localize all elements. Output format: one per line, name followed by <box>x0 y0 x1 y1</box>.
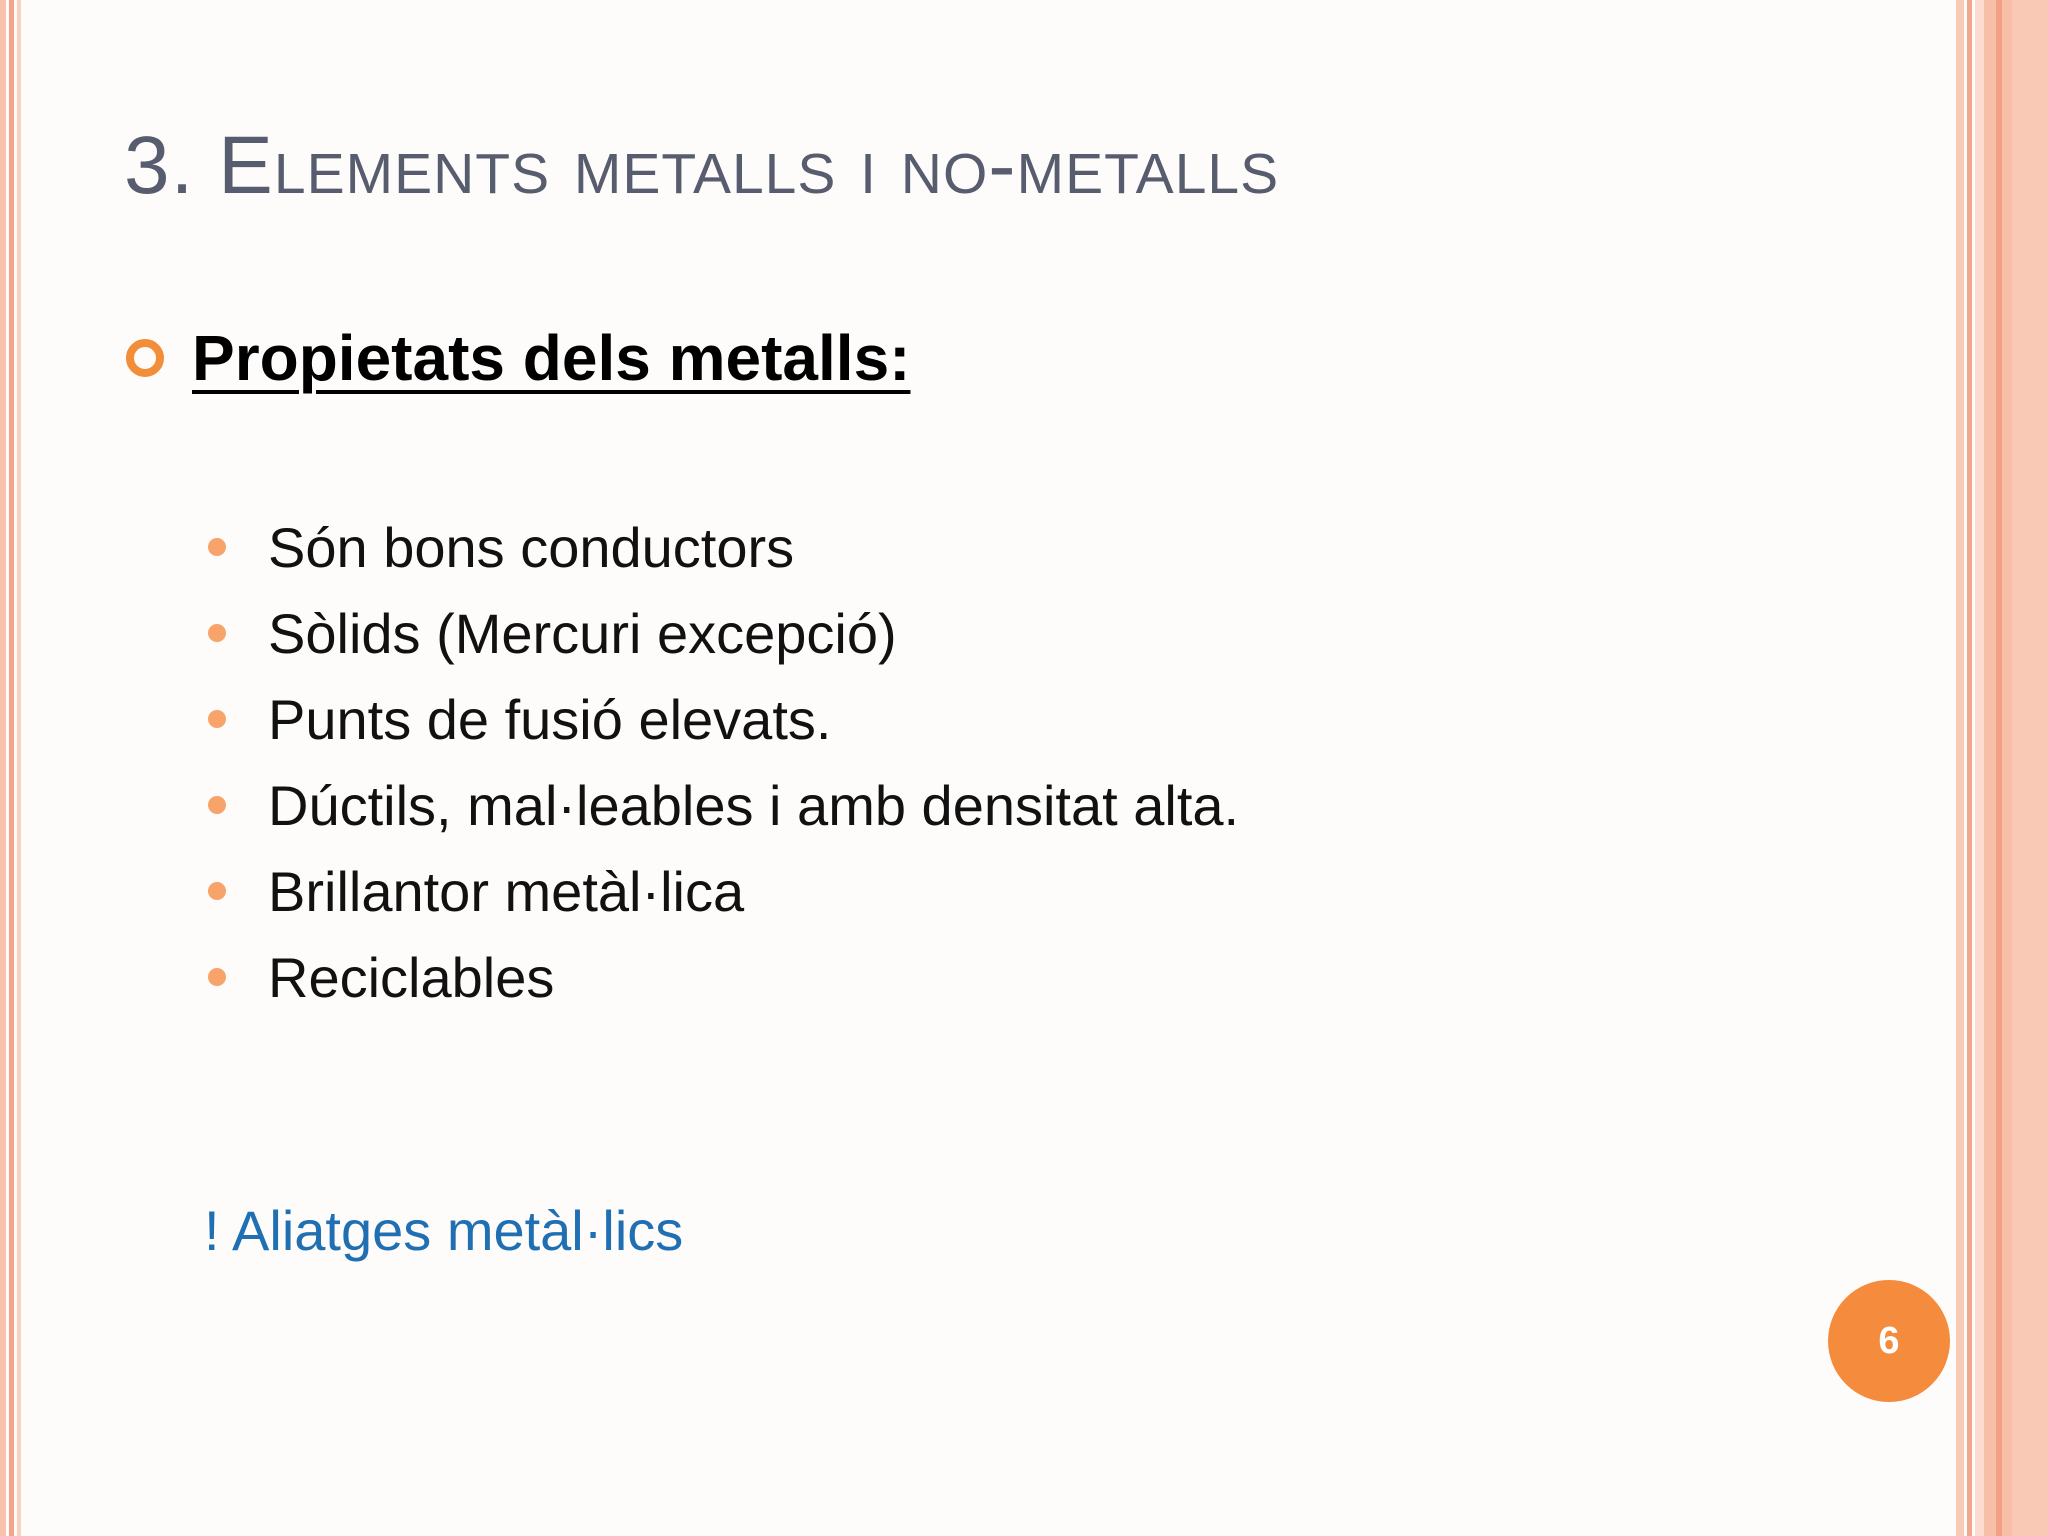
section-heading: Propietats dels metalls: <box>192 322 911 394</box>
list-item <box>208 934 1239 1020</box>
heading-bullet-row <box>126 318 910 398</box>
right-border-stripe <box>1967 0 1972 1536</box>
list-item-text: Són bons conductors <box>268 515 795 579</box>
left-border-stripe <box>9 0 14 1536</box>
dot-bullet-icon <box>208 796 226 814</box>
list-item <box>208 762 1239 848</box>
list-item <box>208 504 1239 590</box>
ring-bullet-icon <box>126 339 164 377</box>
page-number: 6 <box>1878 1319 1900 1362</box>
dot-bullet-icon <box>208 538 226 556</box>
right-border-stripe <box>1996 0 2002 1536</box>
alloys-note: ! Aliatges metàl·lics <box>204 1199 684 1262</box>
dot-bullet-icon <box>208 968 226 986</box>
list-item <box>208 848 1239 934</box>
page-number-badge <box>1828 1280 1950 1402</box>
left-border-stripe <box>17 0 21 1536</box>
list-item <box>208 676 1239 762</box>
list-item <box>208 590 1239 676</box>
right-border-stripe <box>2012 0 2048 1536</box>
list-item-text: Dúctils, mal·leables i amb densitat alta. <box>268 773 1240 837</box>
right-border-stripe <box>1956 0 1964 1536</box>
dot-bullet-icon <box>208 710 226 728</box>
slide-title: 3. Elements metalls i no-metalls <box>124 120 1280 211</box>
list-item-text: Sòlids (Mercuri excepció) <box>268 601 897 665</box>
left-border-stripe <box>0 0 6 1536</box>
dot-bullet-icon <box>208 624 226 642</box>
properties-list <box>208 504 1239 1020</box>
list-item-text: Reciclables <box>268 945 555 1009</box>
list-item-text: Punts de fusió elevats. <box>268 687 832 751</box>
right-border-stripe <box>1975 0 1984 1536</box>
list-item-text: Brillantor metàl·lica <box>268 859 745 923</box>
dot-bullet-icon <box>208 882 226 900</box>
